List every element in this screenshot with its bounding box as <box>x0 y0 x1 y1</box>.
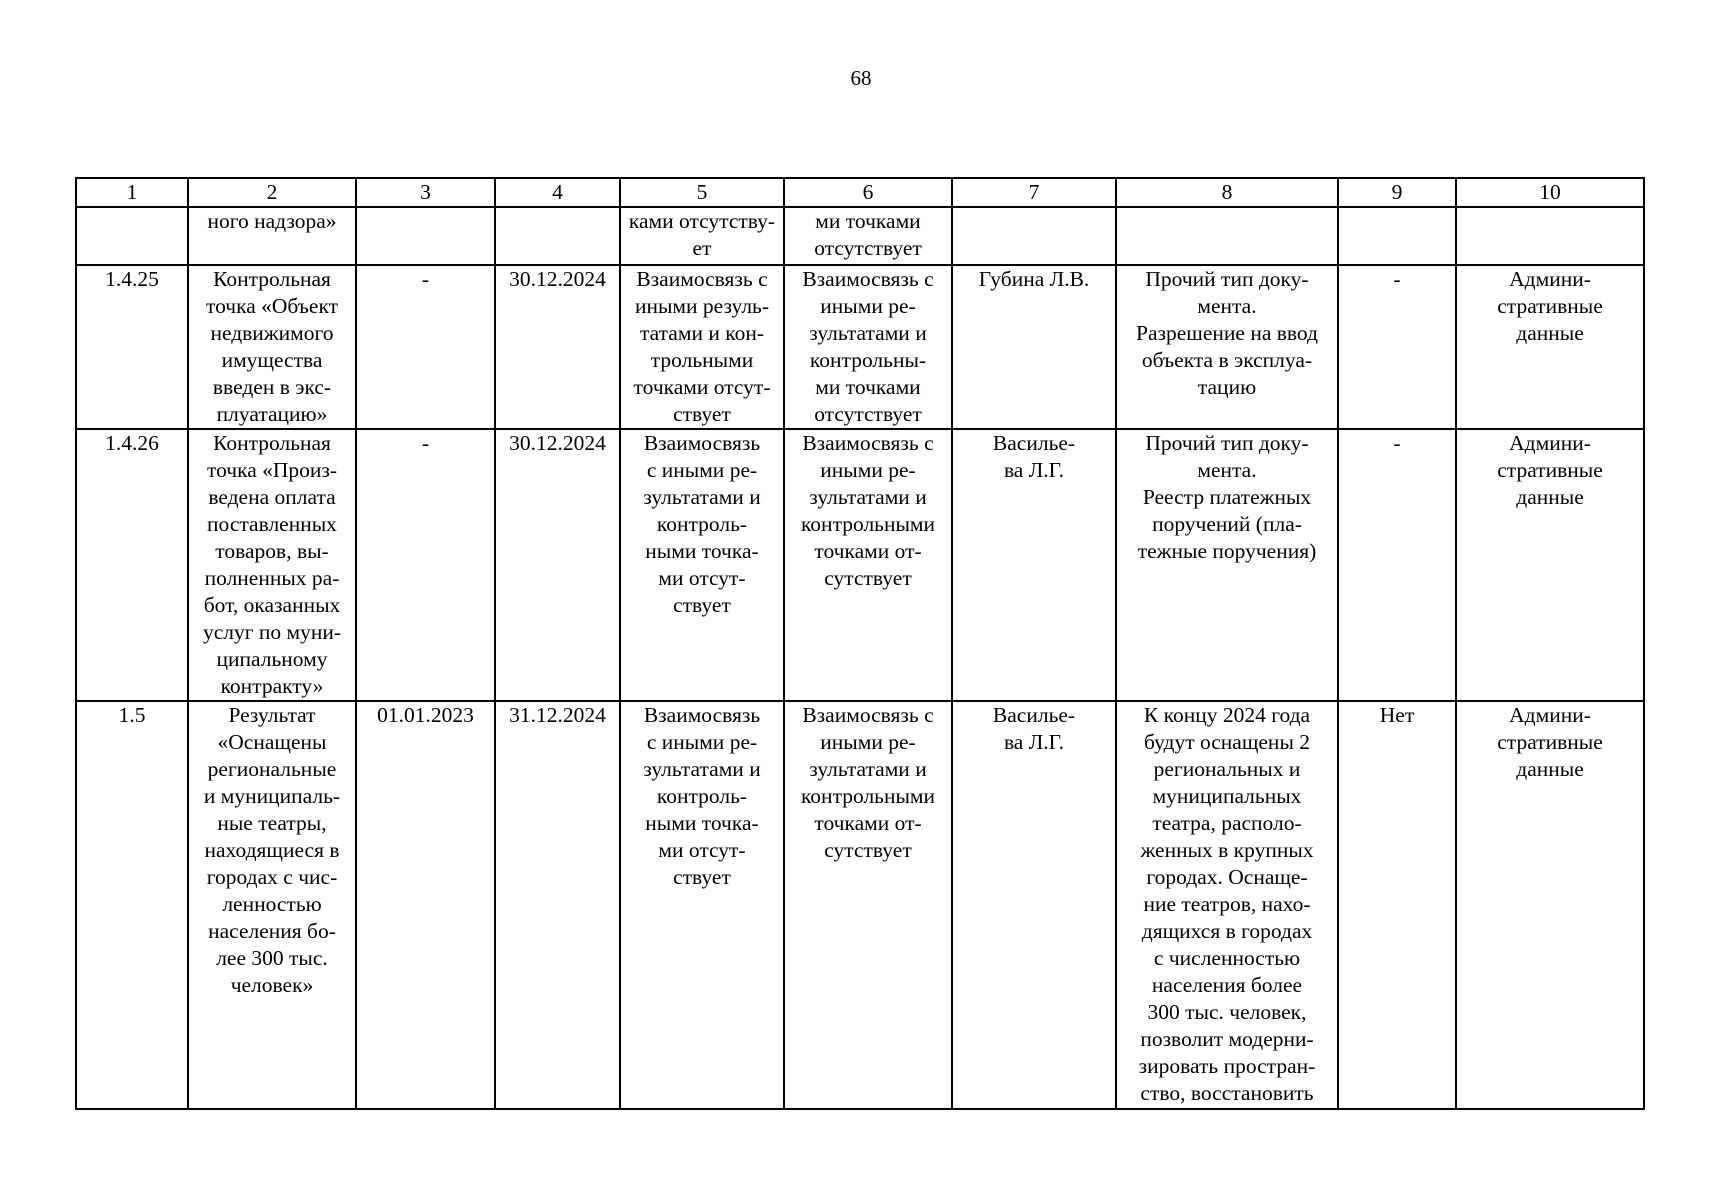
page-number: 68 <box>850 66 872 90</box>
name-cell: Результат «Оснащены региональные и муниципаль- ные театры, находящиеся в городах с чис- ленностью населения бо- лее 300 тыс. человек» <box>188 701 356 1109</box>
column-number-row <box>76 178 1644 207</box>
info-system-cell: Админи- стративные данные <box>1456 429 1644 701</box>
document-type-cell: Прочий тип доку- мента. Разрешение на ввод объекта в эксплуа- тацию <box>1116 265 1338 429</box>
row-number-cell: 1.4.25 <box>76 265 188 429</box>
successors-cell: ми точками отсутствует <box>784 207 952 265</box>
successors-cell: Взаимосвязь с иными ре- зультатами и контрольными точками от- сутствует <box>784 429 952 701</box>
flag-cell <box>1338 207 1456 265</box>
predecessors-cell: Взаимосвязь с иными резуль- татами и кон- трольными точками отсут- ствует <box>620 265 784 429</box>
predecessors-cell: Взаимосвязь с иными ре- зультатами и контроль- ными точка- ми отсут- ствует <box>620 429 784 701</box>
name-cell: Контрольная точка «Произ- ведена оплата поставленных товаров, вы- полненных ра- бот, оказанных услуг по муни- ципальному контракту» <box>188 429 356 701</box>
responsible-cell <box>952 207 1116 265</box>
col-header-7: 7 <box>952 178 1116 207</box>
col-header-4: 4 <box>495 178 620 207</box>
end-date-cell: 30.12.2024 <box>495 429 620 701</box>
document-type-cell: К концу 2024 года будут оснащены 2 региональных и муниципальных театра, располо- женных в крупных городах. Оснаще- ние театров, нахо- дящихся в городах с численностью населения более 300 тыс. человек, позволит модерни- зировать простран- ство, восстановить <box>1116 701 1338 1109</box>
name-cell: ного надзора» <box>188 207 356 265</box>
end-date-cell: 31.12.2024 <box>495 701 620 1109</box>
document-type-cell: Прочий тип доку- мента. Реестр платежных поручений (пла- тежные поручения) <box>1116 429 1338 701</box>
info-system-cell: Админи- стративные данные <box>1456 265 1644 429</box>
info-system-cell <box>1456 207 1644 265</box>
responsible-cell: Василье- ва Л.Г. <box>952 429 1116 701</box>
col-header-1: 1 <box>76 178 188 207</box>
successors-cell: Взаимосвязь с иными ре- зультатами и контрольными точками от- сутствует <box>784 701 952 1109</box>
flag-cell: - <box>1338 429 1456 701</box>
table-row-continuation <box>76 207 1644 265</box>
row-number-cell: 1.5 <box>76 701 188 1109</box>
col-header-9: 9 <box>1338 178 1456 207</box>
table-row-1-4-25 <box>76 265 1644 429</box>
table-row-1-4-26 <box>76 429 1644 701</box>
control-points-table <box>75 177 1645 1110</box>
name-cell: Контрольная точка «Объект недвижимого имущества введен в экс- плуатацию» <box>188 265 356 429</box>
flag-cell: Нет <box>1338 701 1456 1109</box>
row-number-cell <box>76 207 188 265</box>
col-header-5: 5 <box>620 178 784 207</box>
start-date-cell: 01.01.2023 <box>356 701 495 1109</box>
responsible-cell: Василье- ва Л.Г. <box>952 701 1116 1109</box>
col-header-8: 8 <box>1116 178 1338 207</box>
start-date-cell: - <box>356 429 495 701</box>
col-header-2: 2 <box>188 178 356 207</box>
predecessors-cell: Взаимосвязь с иными ре- зультатами и контроль- ными точка- ми отсут- ствует <box>620 701 784 1109</box>
end-date-cell: 30.12.2024 <box>495 265 620 429</box>
successors-cell: Взаимосвязь с иными ре- зультатами и контрольны- ми точками отсутствует <box>784 265 952 429</box>
col-header-10: 10 <box>1456 178 1644 207</box>
row-number-cell: 1.4.26 <box>76 429 188 701</box>
start-date-cell <box>356 207 495 265</box>
table-row-1-5 <box>76 701 1644 1109</box>
start-date-cell: - <box>356 265 495 429</box>
predecessors-cell: ками отсутству- ет <box>620 207 784 265</box>
end-date-cell <box>495 207 620 265</box>
document-type-cell <box>1116 207 1338 265</box>
responsible-cell: Губина Л.В. <box>952 265 1116 429</box>
col-header-3: 3 <box>356 178 495 207</box>
info-system-cell: Админи- стративные данные <box>1456 701 1644 1109</box>
col-header-6: 6 <box>784 178 952 207</box>
flag-cell: - <box>1338 265 1456 429</box>
